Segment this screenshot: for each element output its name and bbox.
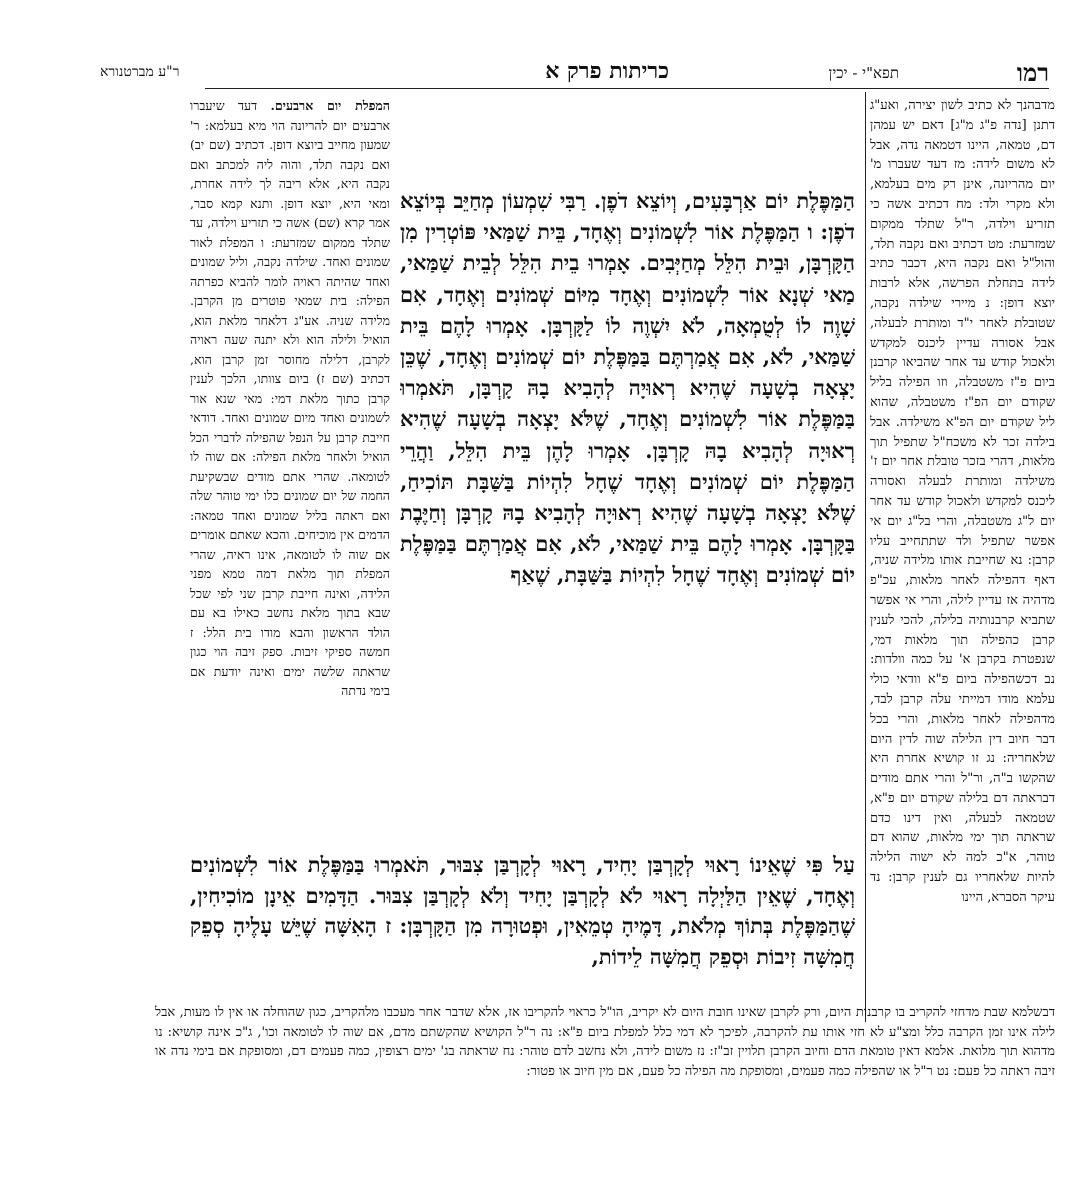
- header-left-commentary-name: ר"ע מברטנורא: [100, 64, 180, 80]
- header-commentary-name: תפא"י - יכין: [828, 64, 899, 82]
- left-commentary-text: דעד שיעברו ארבעים יום להריונה הוי מיא בעלמא: ר' שמעון מחייב ביוצא דופן. דכתיב (שם יב) ואם נקבה תלד, והוה ליה למכתב ואם נקבה היא, אלא ריבה לך לידה אחרת, ומאי היא, יוצא דופן. ותנא קמא סבר, אמר קרא (שם) אשה כי תזריע וילדה, עד שתלד ממקום שמזרעת: ו המפלת לאור שמונים ואחד. שילדה נקבה, וליל שמונים ואחד שהיתה ראויה לומר להביא כפרתה הפילה: בית שמאי פוטרים מן הקרבן. מלידה שניה. אע"ג דלאחר מלאת הוא, הואיל ולילה הוא ולא יתנה שעה ראויה לקרבן, דלילה מחוסר זמן קרבן הוא, דכתיב (שם ז) ביום צוותו, הלכך לענין קרבן כתוך מלאת דמי: מאי שנא אור לשמונים ואחד מיום שמונים ואחד. דודאי חייבת קרבן על הנפל שהפילה לדברי הכל הואיל ולאחר מלאת הפילה: אם שוה לו לטומאה. שהרי אתם מודים שבשקיעת החמה של יום שמונים כלו ימי טוהר שלה ואם ראתה בליל שמונים ואחד טמאה: הדמים אין מוכיחים. והכא שאתם אומרים אם שוה לו לטומאה, אינו ראיה, שהרי המפלת תוך מלאת דמה טמא מפני הלידה, ואינה חייבת קרבן שני לפי שכל שבא בתוך מלאת נחשב כאילו בא עם הולד הראשון והבא מודו בית הלל: ז חמשה ספיקי זיבות. ספק זיבה הוי כגון שראתה שלשה ימים ואינה יודעת אם בימי נדתה: [190, 98, 390, 698]
- page-header: [280, 58, 1049, 86]
- tractate-title: כריתות פרק א: [545, 58, 669, 84]
- page-number: רמו: [1016, 58, 1049, 87]
- right-commentary-column: מדבהנך לא כתיב לשון יצירה, ואע"ג דתנן [נדה פ"ג מ"ג] דאם יש עמהן דם, טמאה, היינו דטמאה נדה, אבל לא משום לידה: מז דעד שעברו מ' יום מהריונה, אינן רק מים בעלמא, ולא מקרי ולד: מח דכתיב אשה כי תזריע וילדה, ר"ל שתלד ממקום שמזרעת: מט דכתיב ואם נקבה תלד, והול"ל ואם נקבה היא, דכבר כתיב לידה בתחלת הפרשה, אלא לרבות יוצא דופן: נ מיירי שילדה נקבה, שטובלת לאחר י"ד ומותרת לבעלה, אבל אסורה עדיין ליכנס למקדש ולאכול קודש עד אחר שהביאו קרבנן ביום פ"ז משטבלה, וזו הפילה בליל שקודם יום הפ"ז משטבלה, שהוא ליל שקודם יום הפ"א משילדה. אבל בילדה זכר לא משכח"ל שתפיל תוך מלאות, דהרי בזכר טובלת אחר יום ז' משילדה ומותרת לבעלה ואסורה ליכנס למקדש ולאכול קודש עד אחר יום ל"ג משטבלה, והרי בל"ג יום אי אפשר שתפיל ולד שתתחייב עליו קרבן: נא שחייבת אותו מלידה שניה, דאף דהפילה לאחר מלאות, עכ"פ מדהיה אז עדיין לילה, והרי אי אפשר שתביא קרבנותיה בלילה, להכי לענין קרבן כהפילה תוך מלאות דמי, שנפטרת בקרבן א' על כמה וולדות: נב דכשהפילה ביום פ"א וודאי כולי עלמא מודו דמייתי עלה קרבן לבד, מדהפילה לאחר מלאות, והרי בכל דבר חיוב דין הלילה שוה לדין היום שלאחריה: נג זו קושיא אחרת היא שהקשו ב"ה, ור"ל והרי אתם מודים דבראתה דם בלילה שקודם יום פ"א, שטמאה לבעלה, ואין דינו כדם שראתה תוך ימי מלאות, שהוא דם טוהר, א"כ למה לא ישוה הלילה להיות שלאחריו גם לענין קרבן: נד עיקר הסברא, היינו: [870, 98, 1055, 905]
- mishnah-bottom-text: עַל פִּי שֶׁאֵינוֹ רָאוּי לְקָרְבַּן יָחִיד, רָאוּי לְקָרְבַּן צִבּוּר, תֹּאמְרוּ בַּמַּפֶּלֶת אוֹר לִשְׁמוֹנִים וְאֶחָד, שֶׁאֵין הַלַּיְלָה רָאוּי לֹא לְקָרְבַּן יָחִיד וְלֹא לְקָרְבַּן צִבּוּר. הַדָּמִים אֵינָן מוֹכִיחִין, שֶׁהַמַּפֶּלֶת בְּתוֹךְ מְלֹאת, דָּמֶיהָ טְמֵאִין, וּפְטוּרָה מִן הַקָּרְבָּן: ז הָאִשָּׁה שֶׁיֵּשׁ עָלֶיהָ סְפֵק חֲמִשָּׁה זִיבוֹת וּסְפֵק חֲמִשָּׁה לֵידוֹת,: [190, 852, 855, 969]
- header-divider: [205, 88, 1049, 89]
- column-divider: [865, 92, 866, 1022]
- left-commentary-heading: המפלת יום ארבעים.: [270, 98, 390, 113]
- mishnah-main-text: הַמַּפֶּלֶת יוֹם אַרְבָּעִים, וְיוֹצֵא דֹפֶן. רַבִּי שִׁמְעוֹן מְחַיֵּב בְּיוֹצֵא דֹפֶן: ו הַמַּפֶּלֶת אוֹר לִשְׁמוֹנִים וְאֶחָד, בֵּית שַׁמַּאי פּוֹטְרִין מִן הַקָּרְבָּן, וּבֵית הִלֵּל מְחַיְּבִים. אָמְרוּ בֵית הִלֵּל לְבֵית שַׁמַּאי, מַאי שְׁנָא אוֹר לִשְׁמוֹנִים וְאֶחָד מִיּוֹם שְׁמוֹנִים וְאֶחָד, אִם שָׁוֶה לוֹ לְטֻמְאָה, לֹא יִשְׁוֶה לוֹ לַקָּרְבָּן. אָמְרוּ לָהֶם בֵּית שַׁמַּאי, לֹא, אִם אֲמַרְתֶּם בַּמַּפֶּלֶת יוֹם שְׁמוֹנִים וְאֶחָד, שֶׁכֵּן יָצְאָה בְשָׁעָה שֶׁהִיא רְאוּיָה לְהָבִיא בָהּ קָרְבָּן, תֹּאמְרוּ בַּמַּפֶּלֶת אוֹר לִשְׁמוֹנִים וְאֶחָד, שֶׁלֹּא יָצְאָה בְשָׁעָה שֶׁהִיא רְאוּיָה לְהָבִיא בָהּ קָרְבָּן. אָמְרוּ לָהֶן בֵּית הִלֵּל, וַהֲרֵי הַמַּפֶּלֶת יוֹם שְׁמוֹנִים וְאֶחָד שֶׁחָל לִהְיוֹת בַּשַּׁבָּת תּוֹכִיחַ, שֶׁלֹּא יָצְאָה בְשָׁעָה שֶׁהִיא רְאוּיָה לְהָבִיא בָהּ קָרְבָּן וְחַיֶּבֶת בַּקָּרְבָּן. אָמְרוּ לָהֶם בֵּית שַׁמַּאי, לֹא, אִם אֲמַרְתֶּם בַּמַּפֶּלֶת יוֹם שְׁמוֹנִים וְאֶחָד שֶׁחָל לִהְיוֹת בַּשַּׁבָּת, שֶׁאַף: [400, 188, 855, 588]
- bottom-commentary: דבשלמא שבת מדחזי להקריב בו קרבנות היום, ורק לקרבן שאינו חובת היום לא יקריב, הו"ל כראוי להקריבו אז, אלא שדבר אחר מעכבו מלהקריב, כגון שהוחלה או אין לו מעות, אבל לילה אינו זמן הקרבה כלל ומצ"ע לא חזי אותו עת להקרבה, לפיכך לא דמי כלל למפלת ביום פ"א: נה ר"ל הקושיא שהקשתם מדם, אם שוה לו לטומאה וכו', ג"כ אינה קושיא: נו מדהוא תוך מלואת. אלמא דאין טומאת הדם וחיוב הקרבן תלויין זב"ז: נז משום לידה, ולא נחשב לדם טוהר: נח שראתה בג' ימים רצופין, כמה פעמים דם, ומסופקת אם בימי נדה או זיבה ראתה כל פעם: נט ר"ל או שהפילה כמה פעמים, ומסופקת מה הפילה כל פעם, אם מין חיוב או פטור:: [155, 1005, 1055, 1079]
- left-commentary-column: [190, 96, 390, 836]
